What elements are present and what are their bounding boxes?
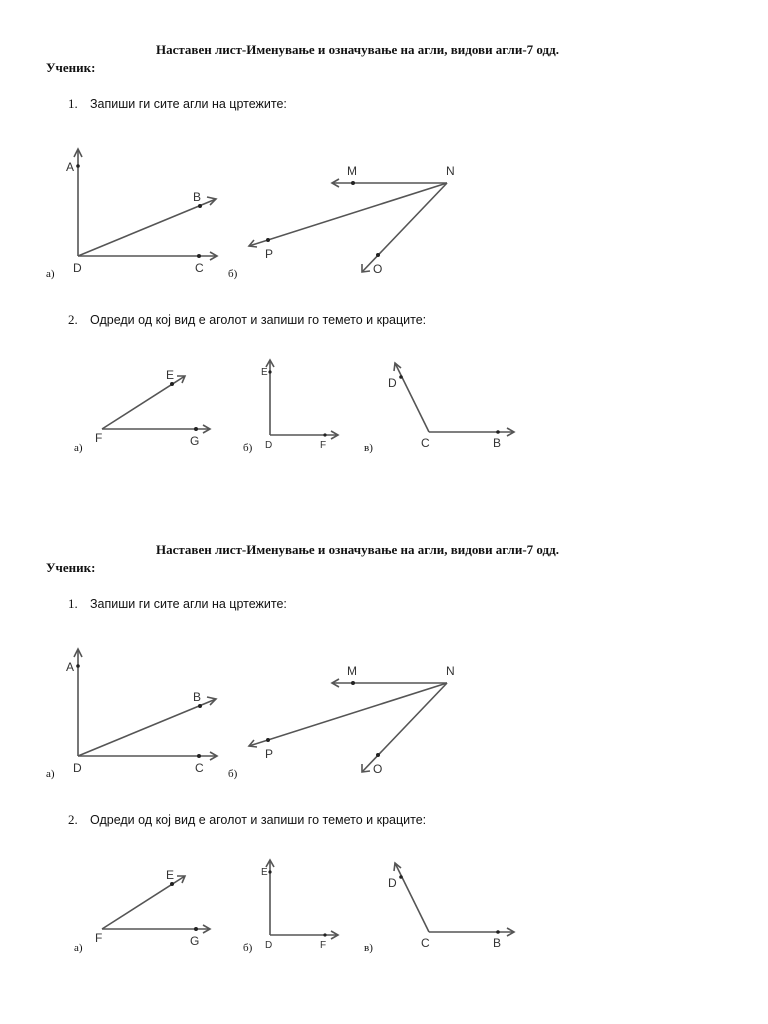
task-number: 2. bbox=[68, 812, 78, 827]
figure-1a bbox=[46, 649, 217, 780]
figure-2a bbox=[74, 868, 210, 954]
point-E bbox=[268, 870, 271, 873]
figure-1a bbox=[46, 149, 217, 280]
point-A bbox=[76, 664, 80, 668]
label-N: N bbox=[446, 164, 455, 178]
point-E bbox=[268, 370, 271, 373]
label-F: F bbox=[95, 431, 103, 445]
label-G: G bbox=[190, 434, 200, 448]
worksheet-title: Наставен лист-Именување и означување на агли, видови агли-7 одд. bbox=[156, 42, 559, 57]
student-label: Ученик: bbox=[46, 560, 96, 575]
worksheet-title: Наставен лист-Именување и означување на агли, видови агли-7 одд. bbox=[156, 542, 559, 557]
sublabel-a: а) bbox=[74, 942, 83, 954]
sublabel-v: в) bbox=[364, 442, 373, 454]
ray-CD bbox=[395, 863, 429, 932]
sublabel-v: в) bbox=[364, 942, 373, 954]
point-O bbox=[376, 753, 380, 757]
figure-2v bbox=[364, 863, 514, 954]
label-A: A bbox=[66, 660, 75, 674]
label-D: D bbox=[73, 761, 82, 775]
point-M bbox=[351, 181, 355, 185]
student-label: Ученик: bbox=[46, 60, 96, 75]
label-D: D bbox=[388, 876, 397, 890]
point-G bbox=[194, 927, 198, 931]
label-P: P bbox=[265, 247, 274, 261]
point-D bbox=[399, 875, 403, 879]
label-D: D bbox=[388, 376, 397, 390]
figure-2v bbox=[364, 363, 514, 454]
point-B bbox=[496, 930, 500, 934]
label-B: B bbox=[193, 690, 202, 704]
label-A: A bbox=[66, 160, 75, 174]
task-text: Запиши ги сите агли на цртежите: bbox=[90, 597, 287, 611]
sublabel-b: б) bbox=[243, 942, 253, 954]
label-G: G bbox=[190, 934, 200, 948]
label-E: E bbox=[166, 868, 175, 882]
label-O: O bbox=[373, 762, 383, 776]
label-F: F bbox=[320, 440, 327, 451]
sublabel-a: а) bbox=[46, 768, 55, 780]
label-E: E bbox=[261, 867, 268, 878]
label-B: B bbox=[193, 190, 202, 204]
label-E: E bbox=[166, 368, 175, 382]
label-N: N bbox=[446, 664, 455, 678]
worksheet-1 bbox=[0, 0, 768, 500]
point-D bbox=[399, 375, 403, 379]
figures bbox=[0, 0, 768, 500]
label-D: D bbox=[265, 440, 273, 451]
task-text: Одреди од кој вид е аголот и запиши го темето и краците: bbox=[90, 813, 427, 827]
ray-DB bbox=[78, 199, 216, 256]
point-F bbox=[323, 933, 326, 936]
label-C: C bbox=[195, 761, 204, 775]
label-F: F bbox=[320, 940, 327, 951]
point-B bbox=[496, 430, 500, 434]
point-P bbox=[266, 238, 270, 242]
sublabel-a: а) bbox=[74, 442, 83, 454]
label-M: M bbox=[347, 664, 357, 678]
point-C bbox=[197, 754, 201, 758]
label-D: D bbox=[265, 940, 273, 951]
point-F bbox=[323, 433, 326, 436]
label-E: E bbox=[261, 367, 268, 378]
task-number: 1. bbox=[68, 96, 78, 111]
figures bbox=[0, 500, 768, 1000]
point-C bbox=[197, 254, 201, 258]
label-C: C bbox=[195, 261, 204, 275]
ray-DB bbox=[78, 699, 216, 756]
figure-1b bbox=[228, 664, 455, 780]
label-F: F bbox=[95, 931, 103, 945]
task-number: 2. bbox=[68, 312, 78, 327]
label-D: D bbox=[73, 261, 82, 275]
label-C: C bbox=[421, 436, 430, 450]
worksheet-2 bbox=[0, 500, 768, 1000]
point-E bbox=[170, 382, 174, 386]
point-O bbox=[376, 253, 380, 257]
label-P: P bbox=[265, 747, 274, 761]
sublabel-b: б) bbox=[243, 442, 253, 454]
task-text: Одреди од кој вид е аголот и запиши го темето и краците: bbox=[90, 313, 427, 327]
label-B: B bbox=[493, 436, 502, 450]
task-text: Запиши ги сите агли на цртежите: bbox=[90, 97, 287, 111]
label-M: M bbox=[347, 164, 357, 178]
task-number: 1. bbox=[68, 596, 78, 611]
figure-2a bbox=[74, 368, 210, 454]
point-B bbox=[198, 204, 202, 208]
label-C: C bbox=[421, 936, 430, 950]
label-O: O bbox=[373, 262, 383, 276]
figure-2b bbox=[243, 360, 338, 454]
label-B: B bbox=[493, 936, 502, 950]
point-P bbox=[266, 738, 270, 742]
sublabel-b: б) bbox=[228, 268, 238, 280]
figure-2b bbox=[243, 860, 338, 954]
sublabel-a: а) bbox=[46, 268, 55, 280]
point-B bbox=[198, 704, 202, 708]
point-M bbox=[351, 681, 355, 685]
point-G bbox=[194, 427, 198, 431]
ray-CD bbox=[395, 363, 429, 432]
point-A bbox=[76, 164, 80, 168]
sublabel-b: б) bbox=[228, 768, 238, 780]
figure-1b bbox=[228, 164, 455, 280]
point-E bbox=[170, 882, 174, 886]
